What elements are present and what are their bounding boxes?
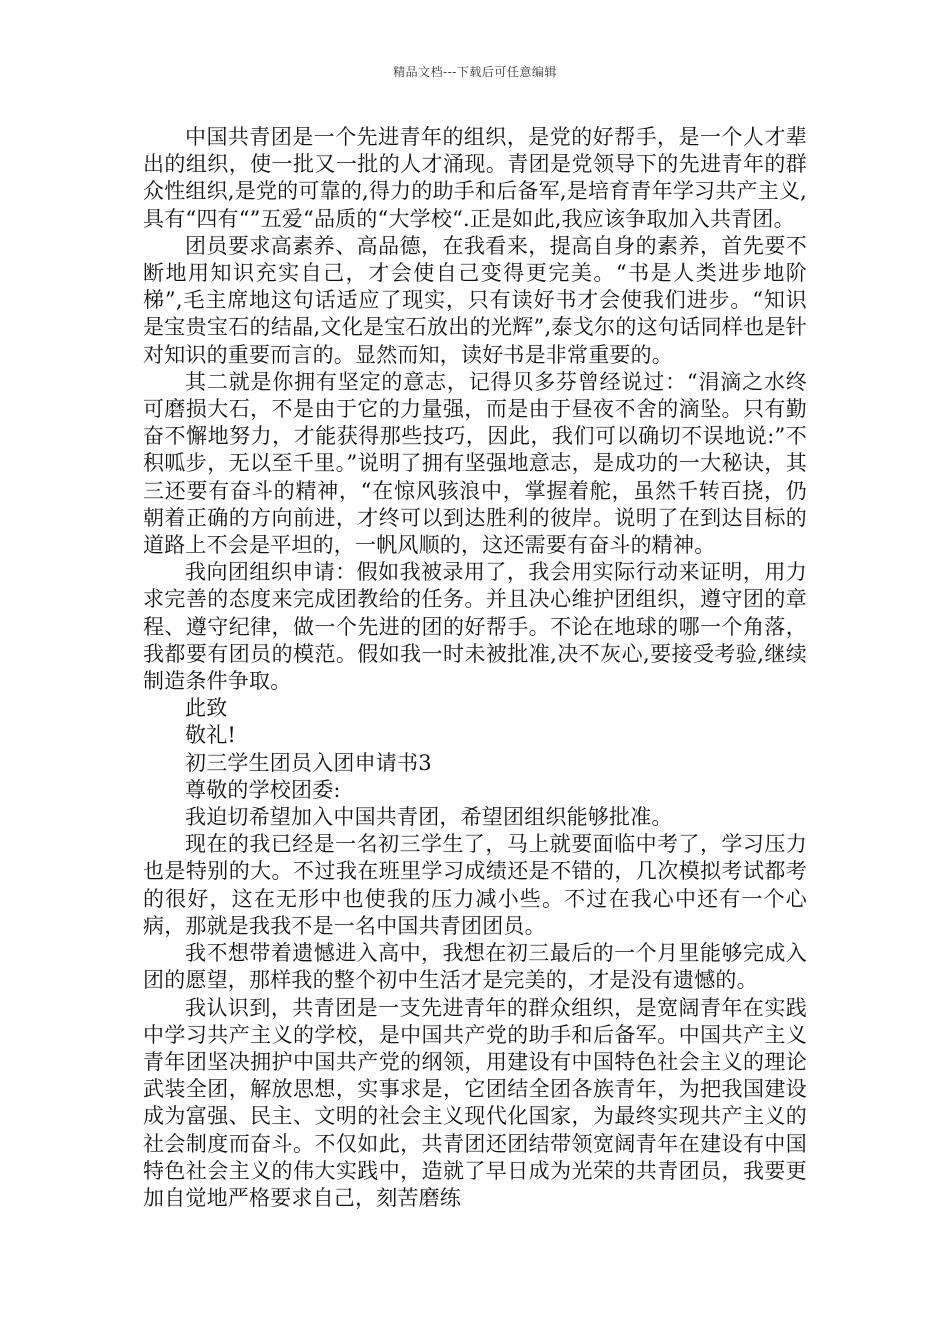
closing-line: 敬礼!: [185, 723, 237, 748]
paragraph: 中国共青团是一个先进青年的组织，是党的好帮手，是一个人才辈出的组织，使一批又一批的人才涌现。青团是党领导下的先进青年的群众性组织,是党的可靠的,得力的助手和后备军,是培育青年学习共产主义,具有“四有“”五爱“品质的“大学校“.正是如此,我应该争取加入共青团。: [143, 125, 807, 231]
closing-line: 此致: [185, 696, 228, 721]
document-body: [143, 124, 807, 1212]
paragraph: 我认识到，共青团是一支先进青年的群众组织，是宽阔青年在实践中学习共产主义的学校，是中国共产党的助手和后备军。中国共产主义青年团坚决拥护中国共产党的纲领，用建设有中国特色社会主义的理论武装全团，解放思想，实事求是，它团结全团各族青年，为把我国建设成为富强、民主、文明的社会主义现代化国家，为最终实现共产主义的社会制度而奋斗。不仅如此，共青团还团结带领宽阔青年在建设有中国特色社会主义的伟大实践中，造就了早日成为光荣的共青团员，我要更加自觉地严格要求自己，刻苦磨练: [143, 995, 807, 1210]
intro-line: 我迫切希望加入中国共青团，希望团组织能够批准。: [185, 805, 673, 830]
paragraph: 我向团组织申请：假如我被录用了，我会用实际行动来证明，用力求完善的态度来完成团教给的任务。并且决心维护团组织，遵守团的章程、遵守纪律，做一个先进的团的好帮手。不论在地球的哪一个角落，我都要有团员的模范。假如我一时未被批准,决不灰心,要接受考验,继续制造条件争取。: [143, 560, 807, 694]
salutation: 尊敬的学校团委:: [185, 777, 341, 802]
paragraph: 团员要求高素养、高品德，在我看来，提高自身的素养，首先要不断地用知识充实自己，才会使自己变得更完美。“书是人类进步地阶梯”,毛主席地这句话适应了现实，只有读好书才会使我们进步。“知识是宝贵宝石的结晶,文化是宝石放出的光辉”,泰戈尔的这句话同样也是针对知识的重要而言的。显然而知，读好书是非常重要的。: [143, 233, 807, 367]
paragraph: 我不想带着遗憾进入高中，我想在初三最后的一个月里能够完成入团的愿望，那样我的整个初中生活才是完美的，才是没有遗憾的。: [143, 941, 807, 993]
section-title: 初三学生团员入团申请书3: [185, 750, 432, 775]
paragraph: 现在的我已经是一名初三学生了，马上就要面临中考了，学习压力也是特别的大。不过我在班里学习成绩还是不错的，几次模拟考试都考的很好，这在无形中也使我的压力减小些。不过在我心中还有一个心病，那就是我我不是一名中国共青团团员。: [143, 832, 807, 938]
paragraph: 其二就是你拥有坚定的意志，记得贝多芬曾经说过：“涓滴之水终可磨损大石，不是由于它的力量强，而是由于昼夜不舍的滴坠。只有勤奋不懈地努力，才能获得那些技巧，因此，我们可以确切不误地说:”不积呱步，无以至千里。”说明了拥有坚强地意志，是成功的一大秘诀，其三还要有奋斗的精神，“在惊风骇浪中，掌握着舵，虽然千转百挠，仍朝着正确的方向前进，才终可以到达胜利的彼岸。说明了在到达目标的道路上不会是平坦的，一帆风顺的，这还需要有奋斗的精神。: [143, 369, 807, 558]
page-header: 精品文档---下载后可任意编辑: [393, 65, 557, 79]
